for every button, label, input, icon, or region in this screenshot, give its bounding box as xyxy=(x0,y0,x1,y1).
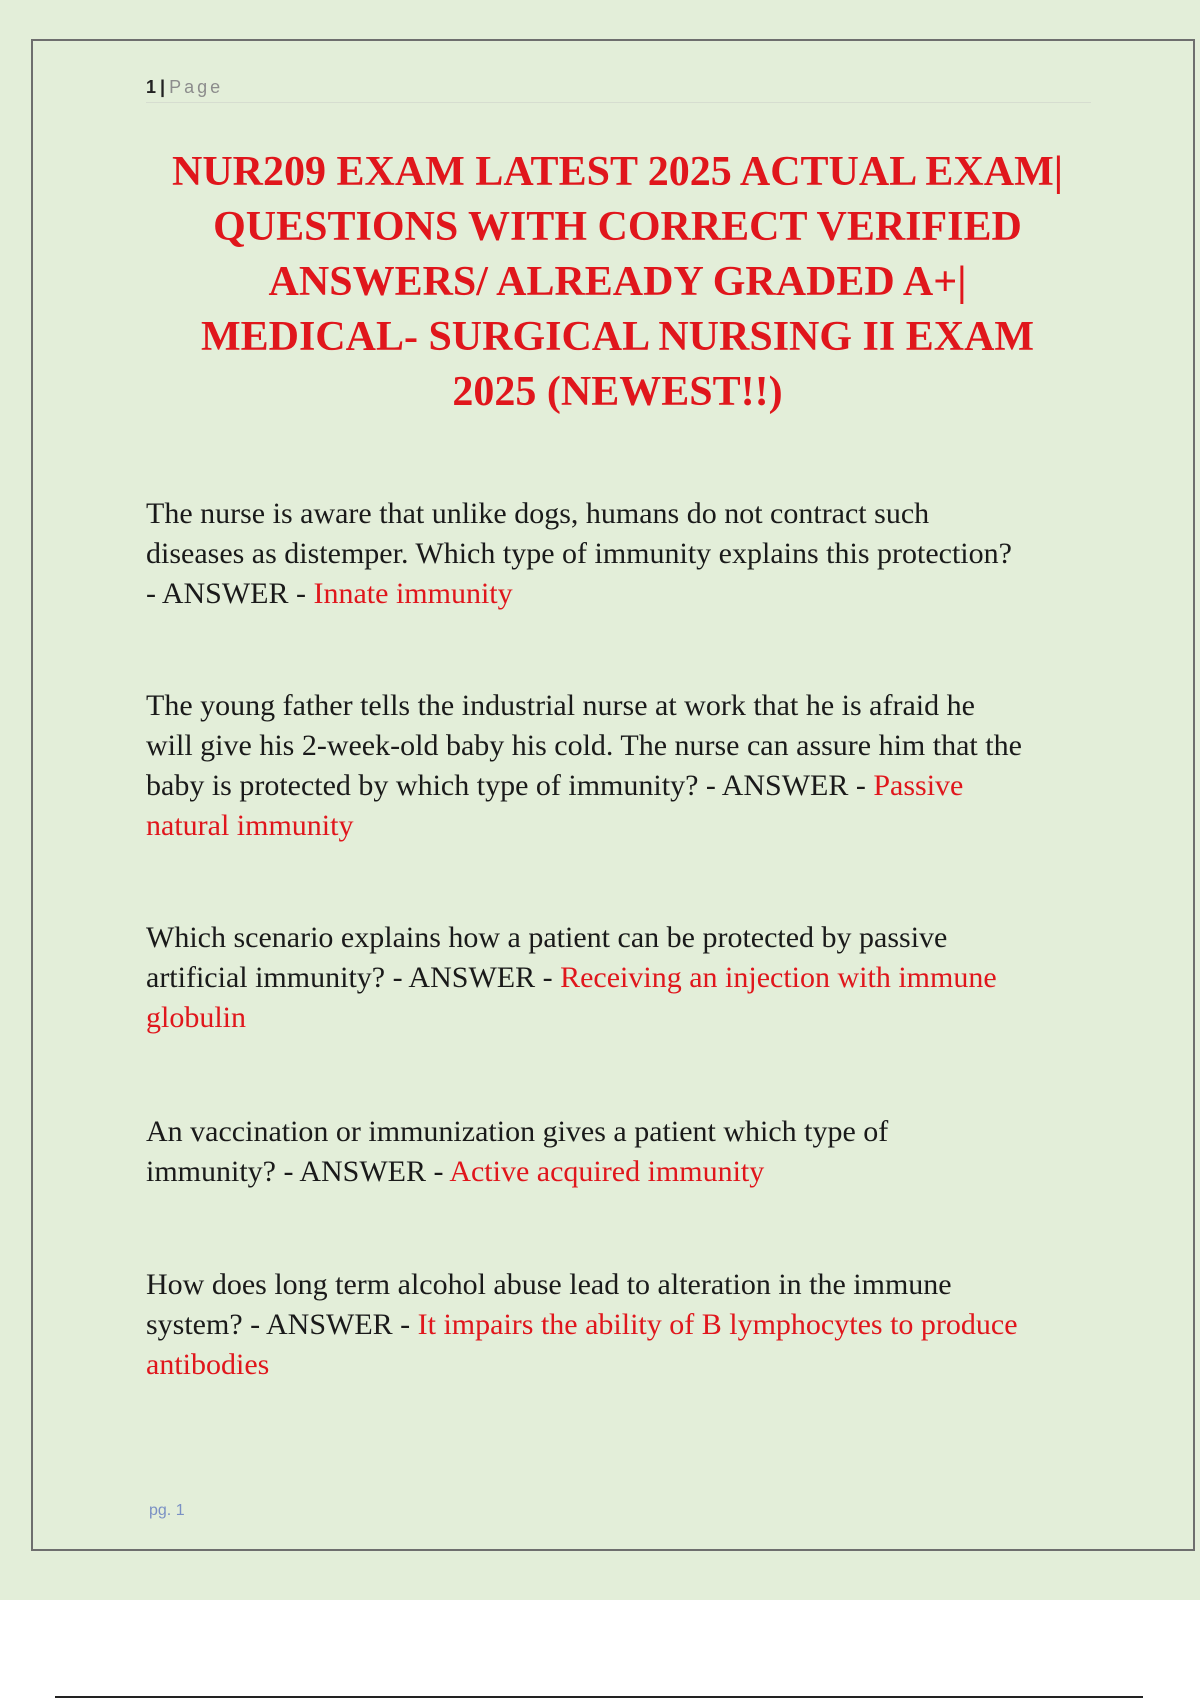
title-line: QUESTIONS WITH CORRECT VERIFIED xyxy=(213,204,1022,250)
question-text: system? - ANSWER - xyxy=(146,1308,418,1341)
question-text: An vaccination or immunization gives a patient which type of xyxy=(146,1115,889,1148)
answer-text: globulin xyxy=(146,1001,247,1034)
answer-text: It impairs the ability of B lymphocytes to produce xyxy=(417,1308,1018,1341)
header-page-number: 1 xyxy=(146,77,157,97)
page-header xyxy=(146,72,1091,103)
title-line: ANSWERS/ ALREADY GRADED A+| xyxy=(268,259,967,305)
header-separator: | xyxy=(160,77,166,97)
question-text: The young father tells the industrial nurse at work that he is afraid he xyxy=(146,689,975,722)
question-block-3 xyxy=(146,918,1106,1038)
question-text: baby is protected by which type of immunity? - ANSWER - xyxy=(146,769,874,802)
question-block-4 xyxy=(146,1112,1106,1192)
answer-text: Receiving an injection with immune xyxy=(560,961,997,994)
title-line: 2025 (NEWEST!!) xyxy=(452,369,783,415)
question-block-1 xyxy=(146,494,1106,614)
header-page-word: Page xyxy=(169,77,224,97)
question-text: artificial immunity? - ANSWER - xyxy=(146,961,561,994)
question-text: How does long term alcohol abuse lead to alteration in the immune xyxy=(146,1268,952,1301)
title-line: NUR209 EXAM LATEST 2025 ACTUAL EXAM| xyxy=(172,149,1063,195)
answer-text: Passive xyxy=(873,769,964,802)
question-text: diseases as distemper. Which type of immunity explains this protection? xyxy=(146,537,1012,570)
document-title xyxy=(120,145,1115,420)
title-line: MEDICAL- SURGICAL NURSING II EXAM xyxy=(200,314,1035,360)
question-block-5 xyxy=(146,1265,1106,1385)
answer-text: natural immunity xyxy=(146,809,354,842)
answer-text: Innate immunity xyxy=(313,577,513,610)
question-text: immunity? - ANSWER - xyxy=(146,1155,450,1188)
question-text: will give his 2-week-old baby his cold. The nurse can assure him that the xyxy=(146,729,1022,762)
question-text: Which scenario explains how a patient can be protected by passive xyxy=(146,921,948,954)
answer-text: antibodies xyxy=(146,1348,270,1381)
bottom-divider xyxy=(55,1696,1143,1698)
answer-text: Active acquired immunity xyxy=(449,1155,765,1188)
page-footer: pg. 1 xyxy=(149,1502,185,1519)
answer-prefix: - ANSWER - xyxy=(146,577,314,610)
question-text: The nurse is aware that unlike dogs, humans do not contract such xyxy=(146,497,930,530)
question-block-2 xyxy=(146,686,1106,846)
